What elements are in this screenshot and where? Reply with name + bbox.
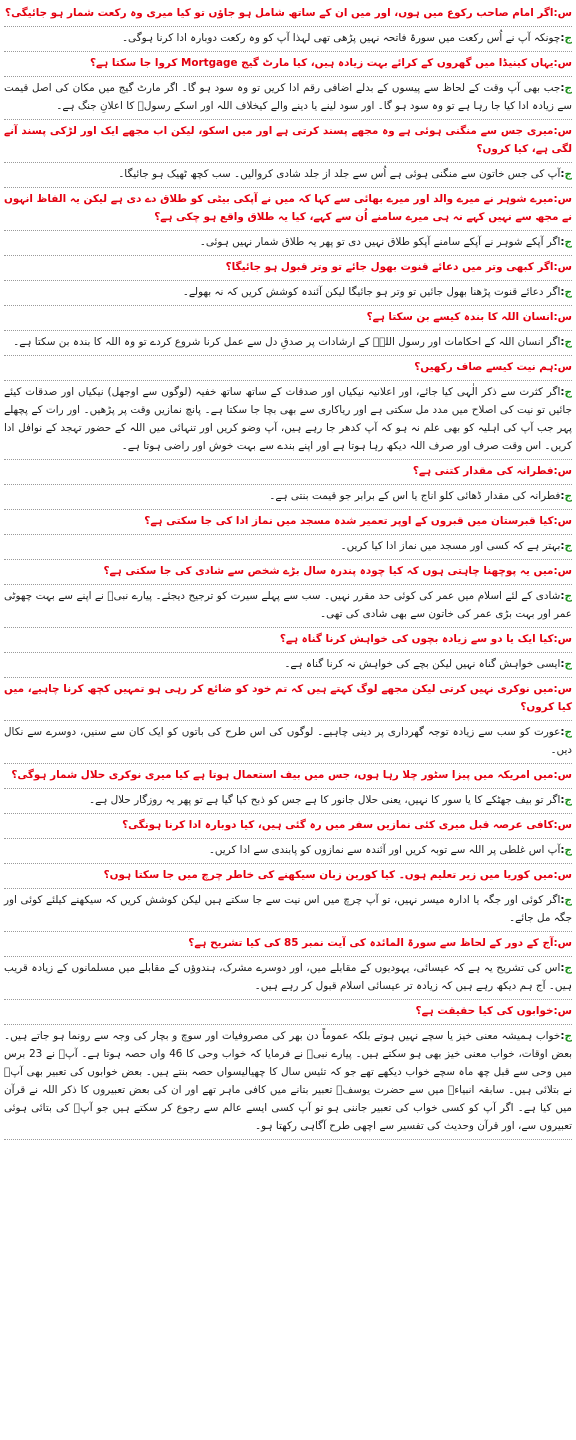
answer-label: ج <box>564 726 572 738</box>
question-text: میرے شوہر نے میرے والد اور میرے بھائی سے کہا کہ میں نے آپکی بیٹی کو طلاق دے دی ہے لیکن یہ الفاظ انہوں نے مجھ سے نہیں کہے نہ ہی میرے سامنے اُن سے کہے، کیا یہ طلاق واقع ہو چکی ہے؟ <box>4 193 572 223</box>
label-separator: : <box>553 937 558 949</box>
question-label: س <box>557 769 572 781</box>
answer-item <box>4 163 572 188</box>
question-text: اگر کبھی وتر میں دعائے قنوت بھول جائے تو وتر قبول ہو جائیگا؟ <box>225 261 554 273</box>
question-label: س <box>557 515 572 527</box>
label-separator: : <box>553 1005 558 1017</box>
answer-label: ج <box>564 1030 572 1042</box>
question-text: کیا ایک یا دو سے زیادہ بچوں کی خواہش کرنا گناہ ہے؟ <box>279 633 554 645</box>
question-item <box>4 2 572 27</box>
question-text: آج کے دور کے لحاظ سے سورۃ المائدہ کی آیت نمبر 85 کی کیا تشریح ہے؟ <box>188 937 554 949</box>
label-separator: : <box>553 683 558 695</box>
answer-text: جب بھی آپ وقت کے لحاظ سے پیسوں کے بدلے اضافی رقم ادا کریں تو وہ سود ہو گا۔ اگر مارٹ گیج میں مکان کی اصل قیمت سے زیادہ ادا کیا جا رہا ہے تو وہ سود ہو گا۔ اور سود لینے یا دینے والے کیخلاف اللہ اور اسکے رسولؐ کا اعلانِ جنگ ہے۔ <box>4 82 572 112</box>
answer-item <box>4 585 572 628</box>
question-text: انسان اللہ کا بندہ کیسے بن سکتا ہے؟ <box>366 311 554 323</box>
question-item <box>4 188 572 231</box>
label-separator: : <box>553 769 558 781</box>
question-label: س <box>557 193 572 205</box>
question-label: س <box>557 869 572 881</box>
question-text: یہاں کینیڈا میں گھروں کے کرائے بہت زیادہ ہیں، کیا مارٹ گیج Mortgage کروا جا سکتا ہے؟ <box>90 57 554 69</box>
answer-text: اگر کثرت سے ذکر الٰہی کیا جائے، اور اعلانیہ نیکیاں اور صدقات کے ساتھ ساتھ خفیہ (لوگوں سے اوجھل) نیکیاں اور صدقات کیئے جائیں تو نیت کی اصلاح میں مدد مل سکتی ہے اور ریاکاری سے بھی بچا جا سکتا ہے۔ پانچ نمازیں وقت پر پڑھیں۔ اور رات کے پچھلے پہر جب آپ کی اہلیہ کو بھی علم نہ ہو کہ آپ کدھر جا رہے ہیں، آپ وضو کریں اور تنہائی میں اللہ کے حضور تہجد کے نوافل ادا کریں۔ اس وقت صرف اور صرف اللہ دیکھ رہا ہوتا ہے اور اپنے بندے سے بہت خوش اور راضی ہوتا ہے۔ <box>4 386 572 452</box>
question-item <box>4 932 572 957</box>
answer-item <box>4 331 572 356</box>
answer-text: اگر دعائے قنوت پڑھنا بھول جائیں تو وتر ہو جائیگا لیکن آئندہ کوشش کریں کہ نہ بھولے۔ <box>182 286 561 298</box>
question-label: س <box>557 311 572 323</box>
answer-item <box>4 485 572 510</box>
question-text: میں یہ پوچھنا چاہتی ہوں کہ کیا چودہ پندرہ سال بڑے شخص سے شادی کی جا سکتی ہے؟ <box>103 565 554 577</box>
label-separator: : <box>553 193 558 205</box>
question-label: س <box>557 565 572 577</box>
answer-item <box>4 231 572 256</box>
answer-label: ج <box>564 894 572 906</box>
label-separator: : <box>553 869 558 881</box>
question-text: کیا قبرستان میں قبروں کے اوپر تعمیر شدہ مسجد میں نماز ادا کی جا سکتی ہے؟ <box>144 515 554 527</box>
answer-text: اس کی تشریح یہ ہے کہ عیسائی، یہودیوں کے مقابلے میں، اور دوسرے مشرک، ہندوؤں کے مقابلے میں مسلمانوں کے زیادہ قریب ہیں۔ آج ہم دیکھ رہے ہیں کہ زیادہ تر عیسائی اسلام قبول کر رہے ہیں۔ <box>4 962 572 992</box>
question-item <box>4 52 572 77</box>
answer-text: اگر تو بیف جھٹکے کا یا سور کا نہیں، یعنی حلال جانور کا ہے جس کو ذبح کیا گیا ہے تو پھر یہ روزگار حلال ہے۔ <box>89 794 561 806</box>
label-separator: : <box>560 168 565 180</box>
answer-label: ج <box>564 490 572 502</box>
answer-item <box>4 77 572 120</box>
answer-text: بہتر ہے کہ کسی اور مسجد میں نماز ادا کیا کریں۔ <box>340 540 561 552</box>
answer-item <box>4 653 572 678</box>
question-label: س <box>557 465 572 477</box>
question-label: س <box>557 57 572 69</box>
answer-text: شادی کے لئے اسلام میں عمر کی کوئی حد مقرر نہیں۔ سب سے پہلے سیرت کو ترجیح دیجئے۔ پیارے نبیؐ نے اپنے سے بہت چھوٹی عمر اور بہت بڑی عمر کی خاتون سے بھی شادی کی تھی۔ <box>4 590 572 620</box>
label-separator: : <box>560 32 565 44</box>
question-item <box>4 628 572 653</box>
answer-label: ج <box>564 590 572 602</box>
answer-label: ج <box>564 540 572 552</box>
answer-item <box>4 27 572 52</box>
question-label: س <box>557 937 572 949</box>
question-item <box>4 764 572 789</box>
question-label: س <box>557 361 572 373</box>
question-text: میں کوریا میں زیر تعلیم ہوں۔ کیا کورین زبان سیکھنے کی خاطر چرچ میں جا سکتا ہوں؟ <box>103 869 554 881</box>
label-separator: : <box>560 82 565 94</box>
answer-text: اگر انسان اللہ کے احکامات اور رسول اللہؐ کے ارشادات پر صدقِ دل سے عمل کرنا شروع کردے تو وہ اللہ کا بندہ بن سکتا ہے۔ <box>13 336 561 348</box>
question-label: س <box>557 683 572 695</box>
label-separator: : <box>553 633 558 645</box>
answer-label: ج <box>564 386 572 398</box>
answer-label: ج <box>564 336 572 348</box>
label-separator: : <box>553 515 558 527</box>
question-item <box>4 256 572 281</box>
question-text: میں نوکری نہیں کرتی لیکن مجھے لوگ کہتے ہیں کہ تم خود کو ضائع کر رہی ہو تمہیں کچھ کرنا چاہیے، میں کیا کروں؟ <box>4 683 572 713</box>
question-label: س <box>557 261 572 273</box>
answer-item <box>4 535 572 560</box>
question-text: خوابوں کی کیا حقیقت ہے؟ <box>415 1005 554 1017</box>
label-separator: : <box>553 465 558 477</box>
label-separator: : <box>560 490 565 502</box>
answer-label: ج <box>564 82 572 94</box>
label-separator: : <box>560 540 565 552</box>
question-label: س <box>557 7 572 19</box>
label-separator: : <box>553 57 558 69</box>
question-label: س <box>557 125 572 137</box>
question-item <box>4 510 572 535</box>
label-separator: : <box>560 336 565 348</box>
question-item <box>4 460 572 485</box>
label-separator: : <box>560 794 565 806</box>
label-separator: : <box>560 286 565 298</box>
label-separator: : <box>553 311 558 323</box>
label-separator: : <box>560 844 565 856</box>
question-label: س <box>557 1005 572 1017</box>
answer-item <box>4 281 572 306</box>
question-text: فطرانہ کی مقدار کتنی ہے؟ <box>412 465 554 477</box>
question-text: کافی عرصہ قبل میری کئی نمازیں سفر میں رہ گئی ہیں، کیا دوبارہ ادا کرنا ہونگی؟ <box>122 819 554 831</box>
label-separator: : <box>553 261 558 273</box>
answer-item <box>4 957 572 1000</box>
answer-label: ج <box>564 286 572 298</box>
label-separator: : <box>553 7 558 19</box>
answer-label: ج <box>564 168 572 180</box>
label-separator: : <box>553 565 558 577</box>
question-text: ہم نیت کیسے صاف رکھیں؟ <box>414 361 554 373</box>
answer-label: ج <box>564 962 572 974</box>
label-separator: : <box>560 962 565 974</box>
label-separator: : <box>560 236 565 248</box>
question-item <box>4 120 572 163</box>
label-separator: : <box>553 125 558 137</box>
question-item <box>4 560 572 585</box>
answer-text: اگر آپکے شوہر نے آپکے سامنے آپکو طلاق نہیں دی تو پھر یہ طلاق شمار نہیں ہوئی۔ <box>199 236 561 248</box>
answer-text: آپ اس غلطی پر اللہ سے توبہ کریں اور آئندہ سے نمازوں کو پابندی سے ادا کریں۔ <box>208 844 561 856</box>
label-separator: : <box>560 386 565 398</box>
answer-item <box>4 381 572 460</box>
question-text: میں امریکہ میں پیزا سٹور چلا رہا ہوں، جس میں بیف استعمال ہوتا ہے کیا میری نوکری حلال شمار ہوگی؟ <box>11 769 554 781</box>
answer-text: ایسی خواہش گناہ نہیں لیکن بچے کی خواہش نہ کرنا گناہ ہے۔ <box>284 658 561 670</box>
question-text: اگر امام صاحب رکوع میں ہوں، اور میں ان کے ساتھ شامل ہو جاؤں تو کیا میری وہ رکعت شمار ہو جائیگی؟ <box>5 7 554 19</box>
question-item <box>4 678 572 721</box>
answer-item <box>4 721 572 764</box>
label-separator: : <box>560 658 565 670</box>
question-label: س <box>557 633 572 645</box>
answer-item <box>4 889 572 932</box>
question-item <box>4 814 572 839</box>
answer-text: عورت کو سب سے زیادہ توجہ گھرداری پر دینی چاہیے۔ لوگوں کی اس طرح کی باتوں کو ایک کان سے سنیں، دوسرے سے نکال دیں۔ <box>4 726 572 756</box>
question-text: میری جس سے منگنی ہوئی ہے وہ مجھے پسند کرتی ہے اور میں اسکو، لیکن اب مجھے ایک اور لڑکی پسند آنے لگی ہے، کیا کروں؟ <box>4 125 572 155</box>
question-item <box>4 306 572 331</box>
answer-label: ج <box>564 32 572 44</box>
answer-text: فطرانہ کی مقدار ڈھائی کلو اناج یا اس کے برابر جو قیمت بنتی ہے۔ <box>269 490 561 502</box>
answer-text: چونکہ آپ نے اُس رکعت میں سورۃ فاتحہ نہیں پڑھی تھی لہذا آپ کو وہ رکعت دوبارہ ادا کرنا ہوگی۔ <box>121 32 561 44</box>
answer-text: آپ کی جس خاتون سے منگنی ہوئی ہے اُس سے جلد از جلد شادی کروالیں۔ سب کچھ ٹھیک ہو جائیگا۔ <box>118 168 561 180</box>
answer-label: ج <box>564 844 572 856</box>
label-separator: : <box>560 726 565 738</box>
answer-item <box>4 839 572 864</box>
label-separator: : <box>560 894 565 906</box>
label-separator: : <box>553 819 558 831</box>
label-separator: : <box>560 590 565 602</box>
answer-label: ج <box>564 794 572 806</box>
answer-item <box>4 789 572 814</box>
question-label: س <box>557 819 572 831</box>
label-separator: : <box>553 361 558 373</box>
answer-item <box>4 1025 572 1140</box>
question-item <box>4 864 572 889</box>
answer-text: خواب ہمیشہ معنی خیز یا سچے نہیں ہوتے بلکہ عموماً دن بھر کی مصروفیات اور سوچ و بچار کی وجہ سے رونما ہو جاتے ہیں۔ بعض اوقات، خواب معنی خیز بھی ہو سکتے ہیں۔ پیارے نبیؐ نے فرمایا کہ خواب وحی کا 46 واں حصہ ہوتا ہے۔ آپؐ نے 23 برس میں وحی سے قبل چھ ماہ سچے خواب دیکھے تھے جو کہ تئیس سال کا چھیالیسواں حصہ بنتے ہیں۔ بعض خوابوں کی تعبیر بھی آپؐ نے بتلائی ہیں۔ سابقہ انبیاءؑ میں سے حضرت یوسفؑ تعبیر بتانے میں کافی ماہر تھے اور ان کی بعض تعبیروں کا ذکر اللہ نے قرآن میں کیا ہے۔ اگر آپ کو کسی خواب کی تعبیر جاننی ہو تو آپ کسی ایسے عالم سے رجوع کر سکتے ہیں جو آپؐ کی بتائی ہوئی تعبیروں سے، اور قرآن وحدیث کی تفسیر سے اچھی طرح آگاہی رکھتا ہو۔ <box>4 1030 572 1132</box>
question-item <box>4 356 572 381</box>
answer-label: ج <box>564 658 572 670</box>
answer-text: اگر کوئی اور جگہ یا ادارہ میسر نہیں، تو آپ چرچ میں اس نیت سے جا سکتے ہیں لیکن کوشش کریں کہ سیکھنے کیلئے کوئی اور جگہ مل جائے۔ <box>4 894 572 924</box>
answer-label: ج <box>564 236 572 248</box>
question-item <box>4 1000 572 1025</box>
label-separator: : <box>560 1030 565 1042</box>
